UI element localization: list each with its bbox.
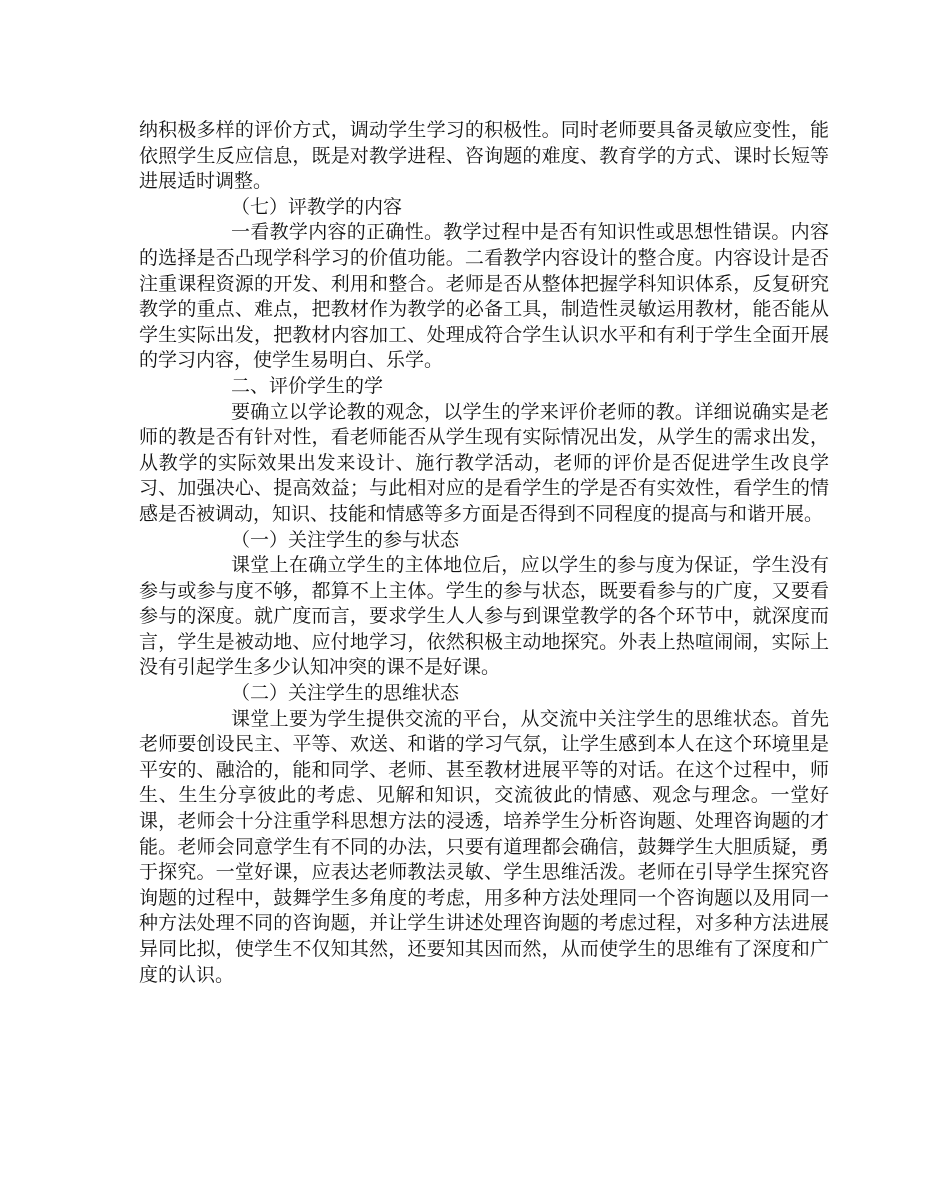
paragraph-evaluation-methods: 纳积极多样的评价方式，调动学生学习的积极性。同时老师要具备灵敏应变性，能依照学生反应信息，既是对教学进程、咨询题的难度、教育学的方式、课时长短等进展适时调整。 — [139, 119, 829, 193]
paragraph-teaching-content: 一看教学内容的正确性。教学过程中是否有知识性或思想性错误。内容的选择是否凸现学科学习的价值功能。二看教学内容设计的整合度。内容设计是否注重课程资源的开发、利用和整合。老师是否从整体把握学科知识体系，反复研究教学的重点、难点，把教材作为教学的必备工具，制造性灵敏运用教材，能否能从学生实际出发，把教材内容加工、处理成符合学生认识水平和有利于学生全面开展的学习内容，使学生易明白、乐学。 — [139, 221, 829, 372]
heading-student-learning: 二、评价学生的学 — [231, 374, 384, 397]
paragraph-student-learning: 要确立以学论教的观念，以学生的学来评价老师的教。详细说确实是老师的教是否有针对性，看老师能否从学生现有实际情况出发，从学生的需求出发，从教学的实际效果出发来设计、施行教学活动，老师的评价是否促进学生改良学习、加强决心、提高效益；与此相对应的是看学生的学是否有实效性，看学生的情感是否被调动，知识、技能和情感等多方面是否得到不同程度的提高与和谐开展。 — [139, 400, 829, 525]
paragraph-participation: 课堂上在确立学生的主体地位后，应以学生的参与度为保证，学生没有参与或参与度不够，都算不上主体。学生的参与状态，既要看参与的广度，又要看参与的深度。就广度而言，要求学生人人参与到课堂教学的各个环节中，就深度而言，学生是被动地、应付地学习，依然积极主动地探究。外表上热喧闹闹，实际上没有引起学生多少认知冲突的课不是好课。 — [139, 554, 829, 679]
heading-thinking: （二）关注学生的思维状态 — [231, 682, 460, 705]
heading-participation: （一）关注学生的参与状态 — [231, 528, 460, 551]
paragraph-thinking: 课堂上要为学生提供交流的平台，从交流中关注学生的思维状态。首先老师要创设民主、平等、欢送、和谐的学习气氛，让学生感到本人在这个环境里是平安的、融洽的，能和同学、老师、甚至教材进展平等的对话。在这个过程中，师生、生生分享彼此的考虑、见解和知识，交流彼此的情感、观念与理念。一堂好课，老师会十分注重学科思想方法的浸透，培养学生分析咨询题、处理咨询题的才能。老师会同意学生有不同的办法，只要有道理都会确信，鼓舞学生大胆质疑，勇于探究。一堂好课，应表达老师教法灵敏、学生思维活泼。老师在引导学生探究咨询题的过程中，鼓舞学生多角度的考虑，用多种方法处理同一个咨询题以及用同一种方法处理不同的咨询题，并让学生讲述处理咨询题的考虑过程，对多种方法进展异同比拟，使学生不仅知其然，还要知其因而然，从而使学生的思维有了深度和广度的认识。 — [139, 707, 829, 986]
document-page — [139, 118, 829, 988]
heading-teaching-content: （七）评教学的内容 — [231, 195, 403, 218]
